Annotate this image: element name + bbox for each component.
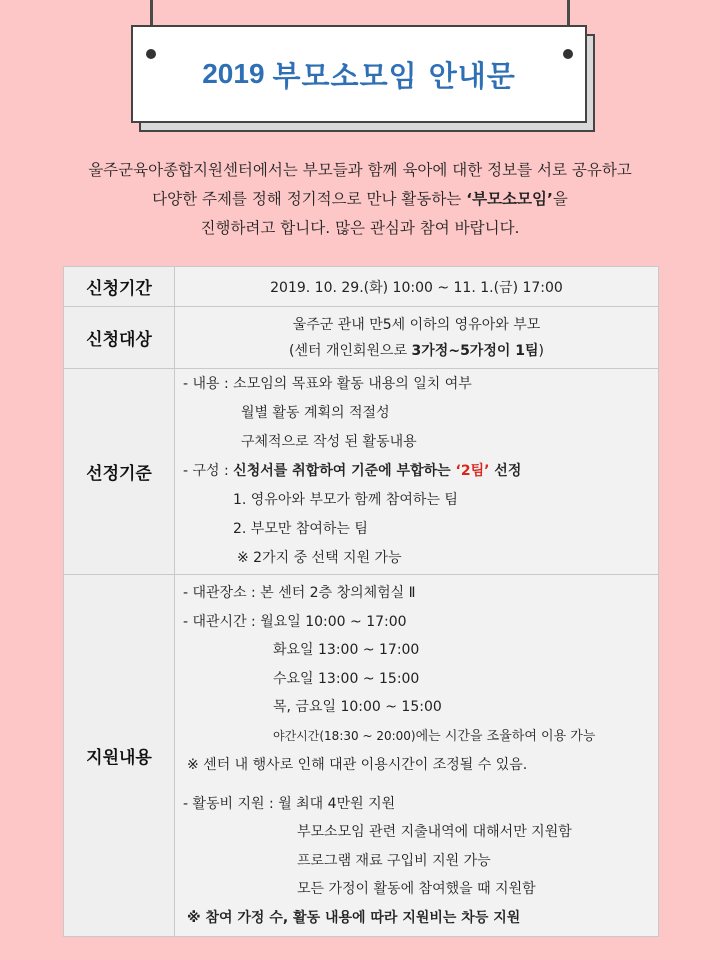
label-support: 지원내용 [64, 575, 175, 937]
row-period [64, 267, 659, 307]
label-target: 신청대상 [64, 307, 175, 369]
support-time-5-post: 에는 시간을 조율하여 이용 가능 [415, 728, 596, 744]
target-line-2-pre: (센터 개인회원으로 [288, 342, 412, 359]
support-fund-3: 프로그램 재료 구입비 지원 가능 [297, 852, 491, 869]
criteria-line-7: ※ 2가지 중 선택 지원 가능 [237, 550, 402, 566]
support-fund-4: 모든 가정이 활동에 참여했을 때 지원함 [297, 881, 536, 897]
pin-right-icon [563, 49, 573, 59]
criteria-line-5: 1. 영유아와 부모가 함께 참여하는 팀 [233, 492, 458, 508]
criteria-line-2: 월별 활동 계획의 적절성 [241, 405, 390, 421]
intro-paragraph [0, 156, 720, 243]
row-target [64, 307, 659, 369]
support-time-3: 수요일 13:00 ~ 15:00 [273, 670, 420, 687]
criteria-line-3: 구체적으로 작성 된 활동내용 [241, 434, 417, 450]
label-period: 신청기간 [64, 267, 175, 307]
title-year: 2019 [202, 58, 265, 89]
pin-left-icon [146, 49, 156, 59]
page-title: 부모소모임 안내문 [272, 58, 516, 93]
support-note-2: ※ 참여 가정 수, 활동 내용에 따라 지원비는 차등 지원 [187, 909, 521, 926]
target-team-size: 3가정~5가정이 1팀 [411, 342, 539, 359]
support-night-time: 야간시간(18:30 ~ 20:00) [273, 728, 416, 743]
intro-line-3: 진행하려고 합니다. 많은 관심과 참여 바랍니다. [200, 219, 520, 237]
criteria-line-4-pre: - 구성 : [183, 463, 234, 479]
value-target [175, 307, 659, 369]
title-box [131, 25, 587, 123]
target-line-2-post: ) [538, 342, 544, 359]
target-line-1: 울주군 관내 만5세 이하의 영유아와 부모 [292, 316, 541, 333]
support-fund-2: 부모소모임 관련 지출내역에 대해서만 지원함 [297, 824, 572, 840]
intro-line-1: 울주군육아종합지원센터에서는 부모들과 함께 육아에 대한 정보를 서로 공유하고 [88, 161, 632, 179]
criteria-line-4-post: 선정 [489, 463, 522, 479]
value-criteria [175, 369, 659, 575]
support-place: - 대관장소 : 본 센터 2층 창의체험실 Ⅱ [183, 585, 416, 601]
support-time-5 [183, 722, 657, 752]
row-criteria [64, 369, 659, 575]
target-line-2 [176, 338, 657, 364]
intro-line-2 [0, 185, 720, 214]
criteria-line-4 [183, 457, 657, 486]
support-note-1: ※ 센터 내 행사로 인해 대관 이용시간이 조정될 수 있음. [187, 757, 528, 773]
criteria-line-4-bold: 신청서를 취합하여 기준에 부합하는 [233, 463, 456, 479]
support-time-4: 목, 금요일 10:00 ~ 15:00 [273, 699, 442, 715]
row-support [64, 575, 659, 937]
criteria-team-count: ‘2팀’ [455, 463, 490, 479]
value-support [175, 575, 659, 937]
criteria-line-6: 2. 부모만 참여하는 팀 [233, 521, 368, 537]
intro-highlight: ‘부모소모임’ [466, 190, 553, 208]
label-criteria: 선정기준 [64, 369, 175, 575]
criteria-line-1: - 내용 : 소모임의 목표와 활동 내용의 일치 여부 [183, 376, 472, 392]
support-fund-1: - 활동비 지원 : 월 최대 4만원 지원 [183, 795, 396, 812]
intro-line-2-text: 다양한 주제를 정해 정기적으로 만나 활동하는 [152, 190, 467, 208]
value-period: 2019. 10. 29.(화) 10:00 ~ 11. 1.(금) 17:00 [175, 267, 659, 307]
support-time-1: - 대관시간 : 월요일 10:00 ~ 17:00 [183, 613, 407, 630]
support-time-2: 화요일 13:00 ~ 17:00 [273, 642, 420, 658]
intro-line-2-end: 을 [552, 190, 568, 208]
info-table [63, 266, 659, 937]
